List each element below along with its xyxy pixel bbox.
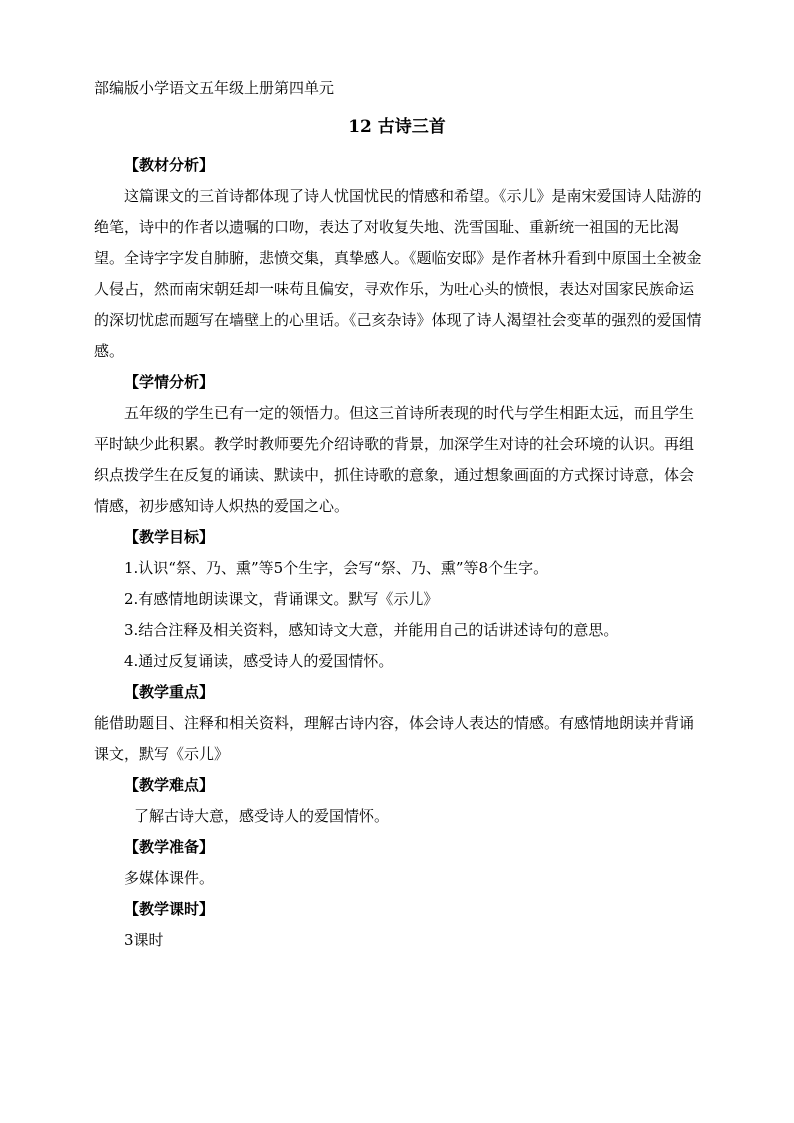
lesson-plan-content [94,150,704,956]
teaching-goal-item: 4.通过反复诵读，感受诗人的爱国情怀。 [124,652,394,670]
student-analysis-heading: 【学情分析】 [124,373,215,391]
textbook-analysis-heading: 【教材分析】 [124,156,215,174]
preparation-heading: 【教学准备】 [124,838,215,856]
key-points-heading: 【教学重点】 [124,683,215,701]
class-hours-heading: 【教学课时】 [124,900,215,918]
teaching-goal-item: 1.认识“祭、乃、熏”等5个生字，会写“祭、乃、熏”等8个生字。 [124,559,549,577]
difficulties-body: 了解古诗大意，感受诗人的爱国情怀。 [134,807,390,825]
class-hours-body: 3课时 [124,931,164,949]
textbook-analysis-body: 这篇课文的三首诗都体现了诗人忧国忧民的情感和希望。《示儿》是南宋爱国诗人陆游的绝笔，诗中的作者以遗嘱的口吻，表达了对收复失地、洗雪国耻、重新统一祖国的无比渴望。全诗字字发自肺腑，悲愤交集，真挚感人。《题临安邸》是作者林升看到中原国土全被金人侵占，然而南宋朝廷却一味苟且偏安，寻欢作乐，为吐心头的愤恨，表达对国家民族命运的深切忧虑而题写在墙壁上的心里话。《己亥杂诗》体现了诗人渴望社会变革的强烈的爱国情感。 [94,187,702,360]
key-points-body: 能借助题目、注释和相关资料，理解古诗内容，体会诗人表达的情感。有感情地朗读并背诵课文，默写《示儿》 [94,714,695,763]
teaching-goals-heading: 【教学目标】 [124,528,215,546]
difficulties-heading: 【教学难点】 [124,776,215,794]
teaching-goal-item: 2.有感情地朗读课文，背诵课文。默写《示儿》 [124,590,439,608]
teaching-goal-item: 3.结合注释及相关资料，感知诗文大意，并能用自己的话讲述诗句的意思。 [124,621,619,639]
unit-label: 部编版小学语文五年级上册第四单元 [94,79,335,97]
student-analysis-body: 五年级的学生已有一定的领悟力。但这三首诗所表现的时代与学生相距太远，而且学生平时缺少此积累。教学时教师要先介绍诗歌的背景，加深学生对诗的社会环境的认识。再组织点拨学生在反复的诵读、默读中，抓住诗歌的意象，通过想象画面的方式探讨诗意，体会情感，初步感知诗人炽热的爱国之心。 [94,404,695,515]
lesson-title: 12 古诗三首 [348,117,446,137]
preparation-body: 多媒体课件。 [124,869,215,887]
